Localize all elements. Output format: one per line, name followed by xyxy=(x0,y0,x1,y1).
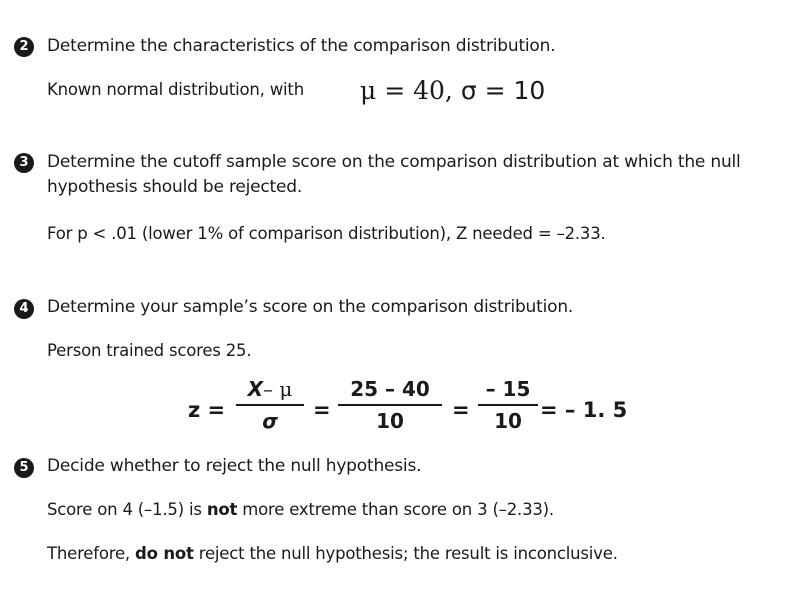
fraction-simplified-numerator: – 15 xyxy=(485,377,531,401)
fraction-substituted xyxy=(338,376,442,434)
mu-value: μ = 40, xyxy=(360,76,453,105)
fraction-bar xyxy=(338,404,442,406)
equals-sign-1: = xyxy=(313,398,331,422)
fraction-simplified xyxy=(478,376,538,434)
fraction-z-formula-denominator: σ xyxy=(262,409,278,433)
step-2-number-badge: 2 xyxy=(14,37,34,57)
equation-lhs: z = xyxy=(188,398,226,422)
x-variable: X xyxy=(247,377,264,401)
step-5-conclusion-line-1 xyxy=(47,500,554,519)
conclusion-2-text-end: reject the null hypothesis; the result is inconclusive. xyxy=(193,544,618,563)
conclusion-1-emphasis: not xyxy=(206,500,238,519)
step-3-heading-line-1: Determine the cutoff sample score on the comparison distribution at which the null xyxy=(47,152,741,172)
step-2-heading: Determine the characteristics of the comparison distribution. xyxy=(47,36,556,56)
fraction-substituted-denominator: 10 xyxy=(376,409,404,433)
conclusion-1-text-end: more extreme than score on 3 (–2.33). xyxy=(237,500,554,519)
conclusion-1-text-start: Score on 4 (–1.5) is xyxy=(47,500,207,519)
sigma-value: σ = 10 xyxy=(460,76,546,105)
step-3-number-badge: 3 xyxy=(14,153,34,173)
fraction-bar xyxy=(236,404,304,406)
conclusion-2-emphasis: do not xyxy=(135,544,194,563)
equation-result: = – 1. 5 xyxy=(540,398,628,422)
step-5-conclusion-line-2 xyxy=(47,544,618,563)
fraction-z-formula-numerator xyxy=(248,376,293,402)
step-4-heading: Determine your sample’s score on the comparison distribution. xyxy=(47,297,574,317)
fraction-z-formula xyxy=(236,376,304,434)
step-3-heading-line-2: hypothesis should be rejected. xyxy=(47,177,303,197)
step-2-body: Known normal distribution, with xyxy=(47,80,304,99)
conclusion-2-text-start: Therefore, xyxy=(47,544,136,563)
step-3-body: For p < .01 (lower 1% of comparison distribution), Z needed = –2.33. xyxy=(47,224,606,243)
fraction-substituted-numerator: 25 – 40 xyxy=(350,377,430,401)
fraction-bar xyxy=(478,404,538,406)
equals-sign-2: = xyxy=(452,398,470,422)
step-5-number-badge: 5 xyxy=(14,458,34,478)
mu-symbol: – μ xyxy=(263,377,293,401)
distribution-parameters xyxy=(360,76,545,105)
fraction-simplified-denominator: 10 xyxy=(494,409,522,433)
step-4-body: Person trained scores 25. xyxy=(47,341,252,360)
step-4-number-badge: 4 xyxy=(14,299,34,319)
step-5-heading: Decide whether to reject the null hypothesis. xyxy=(47,456,422,476)
